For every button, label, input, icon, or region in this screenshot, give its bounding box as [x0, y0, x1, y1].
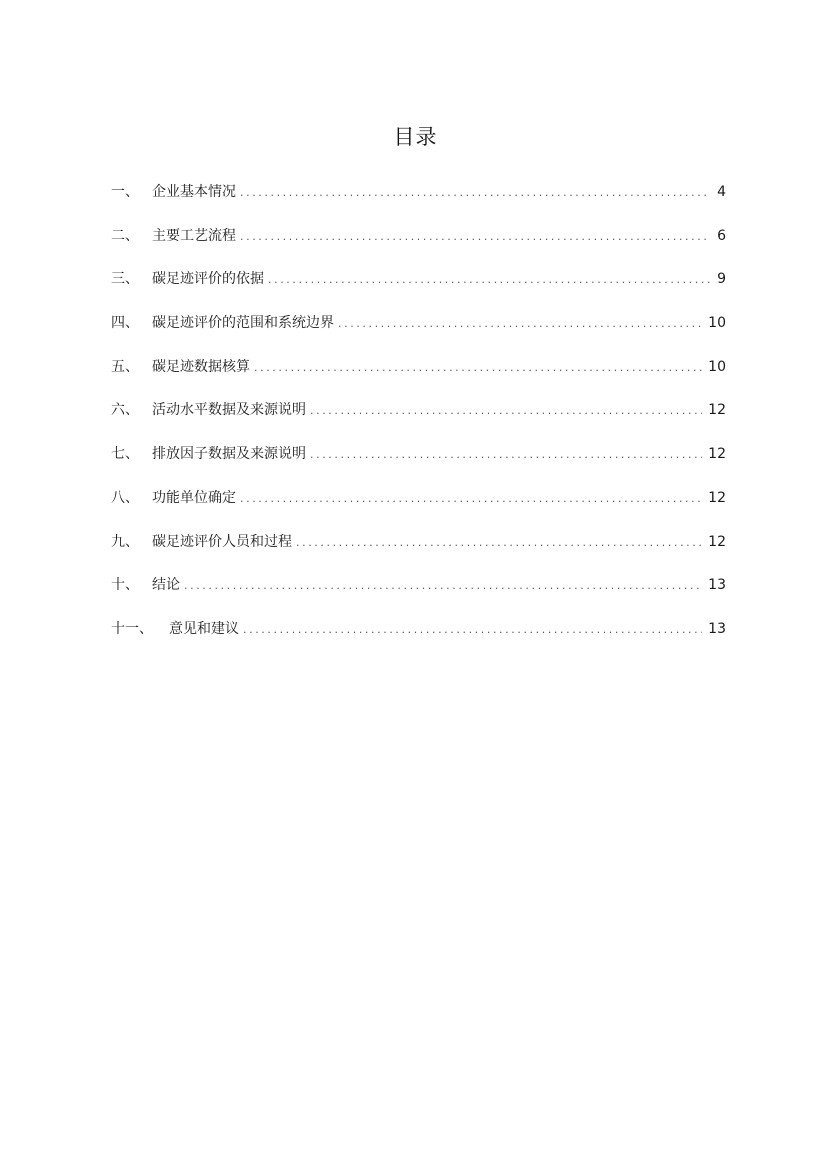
toc-entry-label: 排放因子数据及来源说明	[152, 446, 306, 463]
toc-entry[interactable]	[111, 307, 726, 351]
toc-dot-leader	[310, 395, 702, 427]
toc-entry-page: 12	[708, 533, 726, 550]
toc-entry-number: 九、	[111, 533, 139, 550]
toc-entry-label: 意见和建议	[169, 620, 239, 637]
toc-entry-page: 9	[717, 271, 726, 288]
toc-entry[interactable]	[111, 394, 726, 438]
toc-entry-label: 碳足迹评价的依据	[152, 271, 264, 288]
toc-dot-leader	[243, 614, 702, 646]
toc-entry-label: 碳足迹评价的范围和系统边界	[152, 315, 334, 332]
toc-entry[interactable]	[111, 176, 726, 220]
toc-entry-page: 13	[708, 620, 726, 637]
toc-entry-page: 10	[708, 315, 726, 332]
toc-dot-leader	[240, 221, 710, 253]
toc-entry-label: 功能单位确定	[152, 489, 236, 506]
toc-entry-label: 主要工艺流程	[152, 227, 236, 244]
toc-entry-number: 五、	[111, 358, 139, 375]
toc-entry-label: 结论	[152, 577, 180, 594]
toc-entry-page: 12	[708, 446, 726, 463]
toc-dot-leader	[310, 439, 702, 471]
toc-entry[interactable]	[111, 263, 726, 307]
toc-dot-leader	[254, 352, 702, 384]
toc-entry-number: 七、	[111, 446, 139, 463]
toc-entry-number: 十、	[111, 577, 139, 594]
toc-entry[interactable]	[111, 526, 726, 570]
toc-entry-number: 六、	[111, 402, 139, 419]
toc-dot-leader	[184, 570, 702, 602]
toc-dot-leader	[240, 177, 710, 209]
toc-dot-leader	[338, 308, 702, 340]
toc-entry-number: 一、	[111, 184, 139, 200]
toc-entry-page: 12	[708, 402, 726, 419]
toc-entry-label: 企业基本情况	[152, 184, 236, 200]
toc-entry[interactable]	[111, 482, 726, 526]
toc-title: 目录	[393, 125, 438, 149]
toc-entry-number: 三、	[111, 271, 139, 288]
toc-entry-label: 活动水平数据及来源说明	[152, 402, 306, 419]
toc-entry[interactable]	[111, 351, 726, 395]
toc-dot-leader	[268, 264, 710, 296]
toc-entry-number: 十一、	[111, 620, 153, 637]
toc-dot-leader	[240, 483, 702, 515]
toc-entry-page: 4	[717, 184, 726, 200]
toc-entry[interactable]	[111, 438, 726, 482]
toc-entry[interactable]	[111, 220, 726, 264]
toc-entry[interactable]	[111, 613, 726, 657]
toc-dot-leader	[296, 527, 702, 559]
toc-list	[111, 176, 726, 657]
toc-entry-number: 四、	[111, 315, 139, 332]
toc-entry-page: 6	[717, 227, 726, 244]
toc-entry-label: 碳足迹数据核算	[152, 358, 250, 375]
toc-entry-label: 碳足迹评价人员和过程	[152, 533, 292, 550]
toc-entry-number: 二、	[111, 227, 139, 244]
toc-entry-number: 八、	[111, 489, 139, 506]
toc-entry[interactable]	[111, 569, 726, 613]
toc-entry-page: 10	[708, 358, 726, 375]
toc-entry-page: 13	[708, 577, 726, 594]
toc-entry-page: 12	[708, 489, 726, 506]
